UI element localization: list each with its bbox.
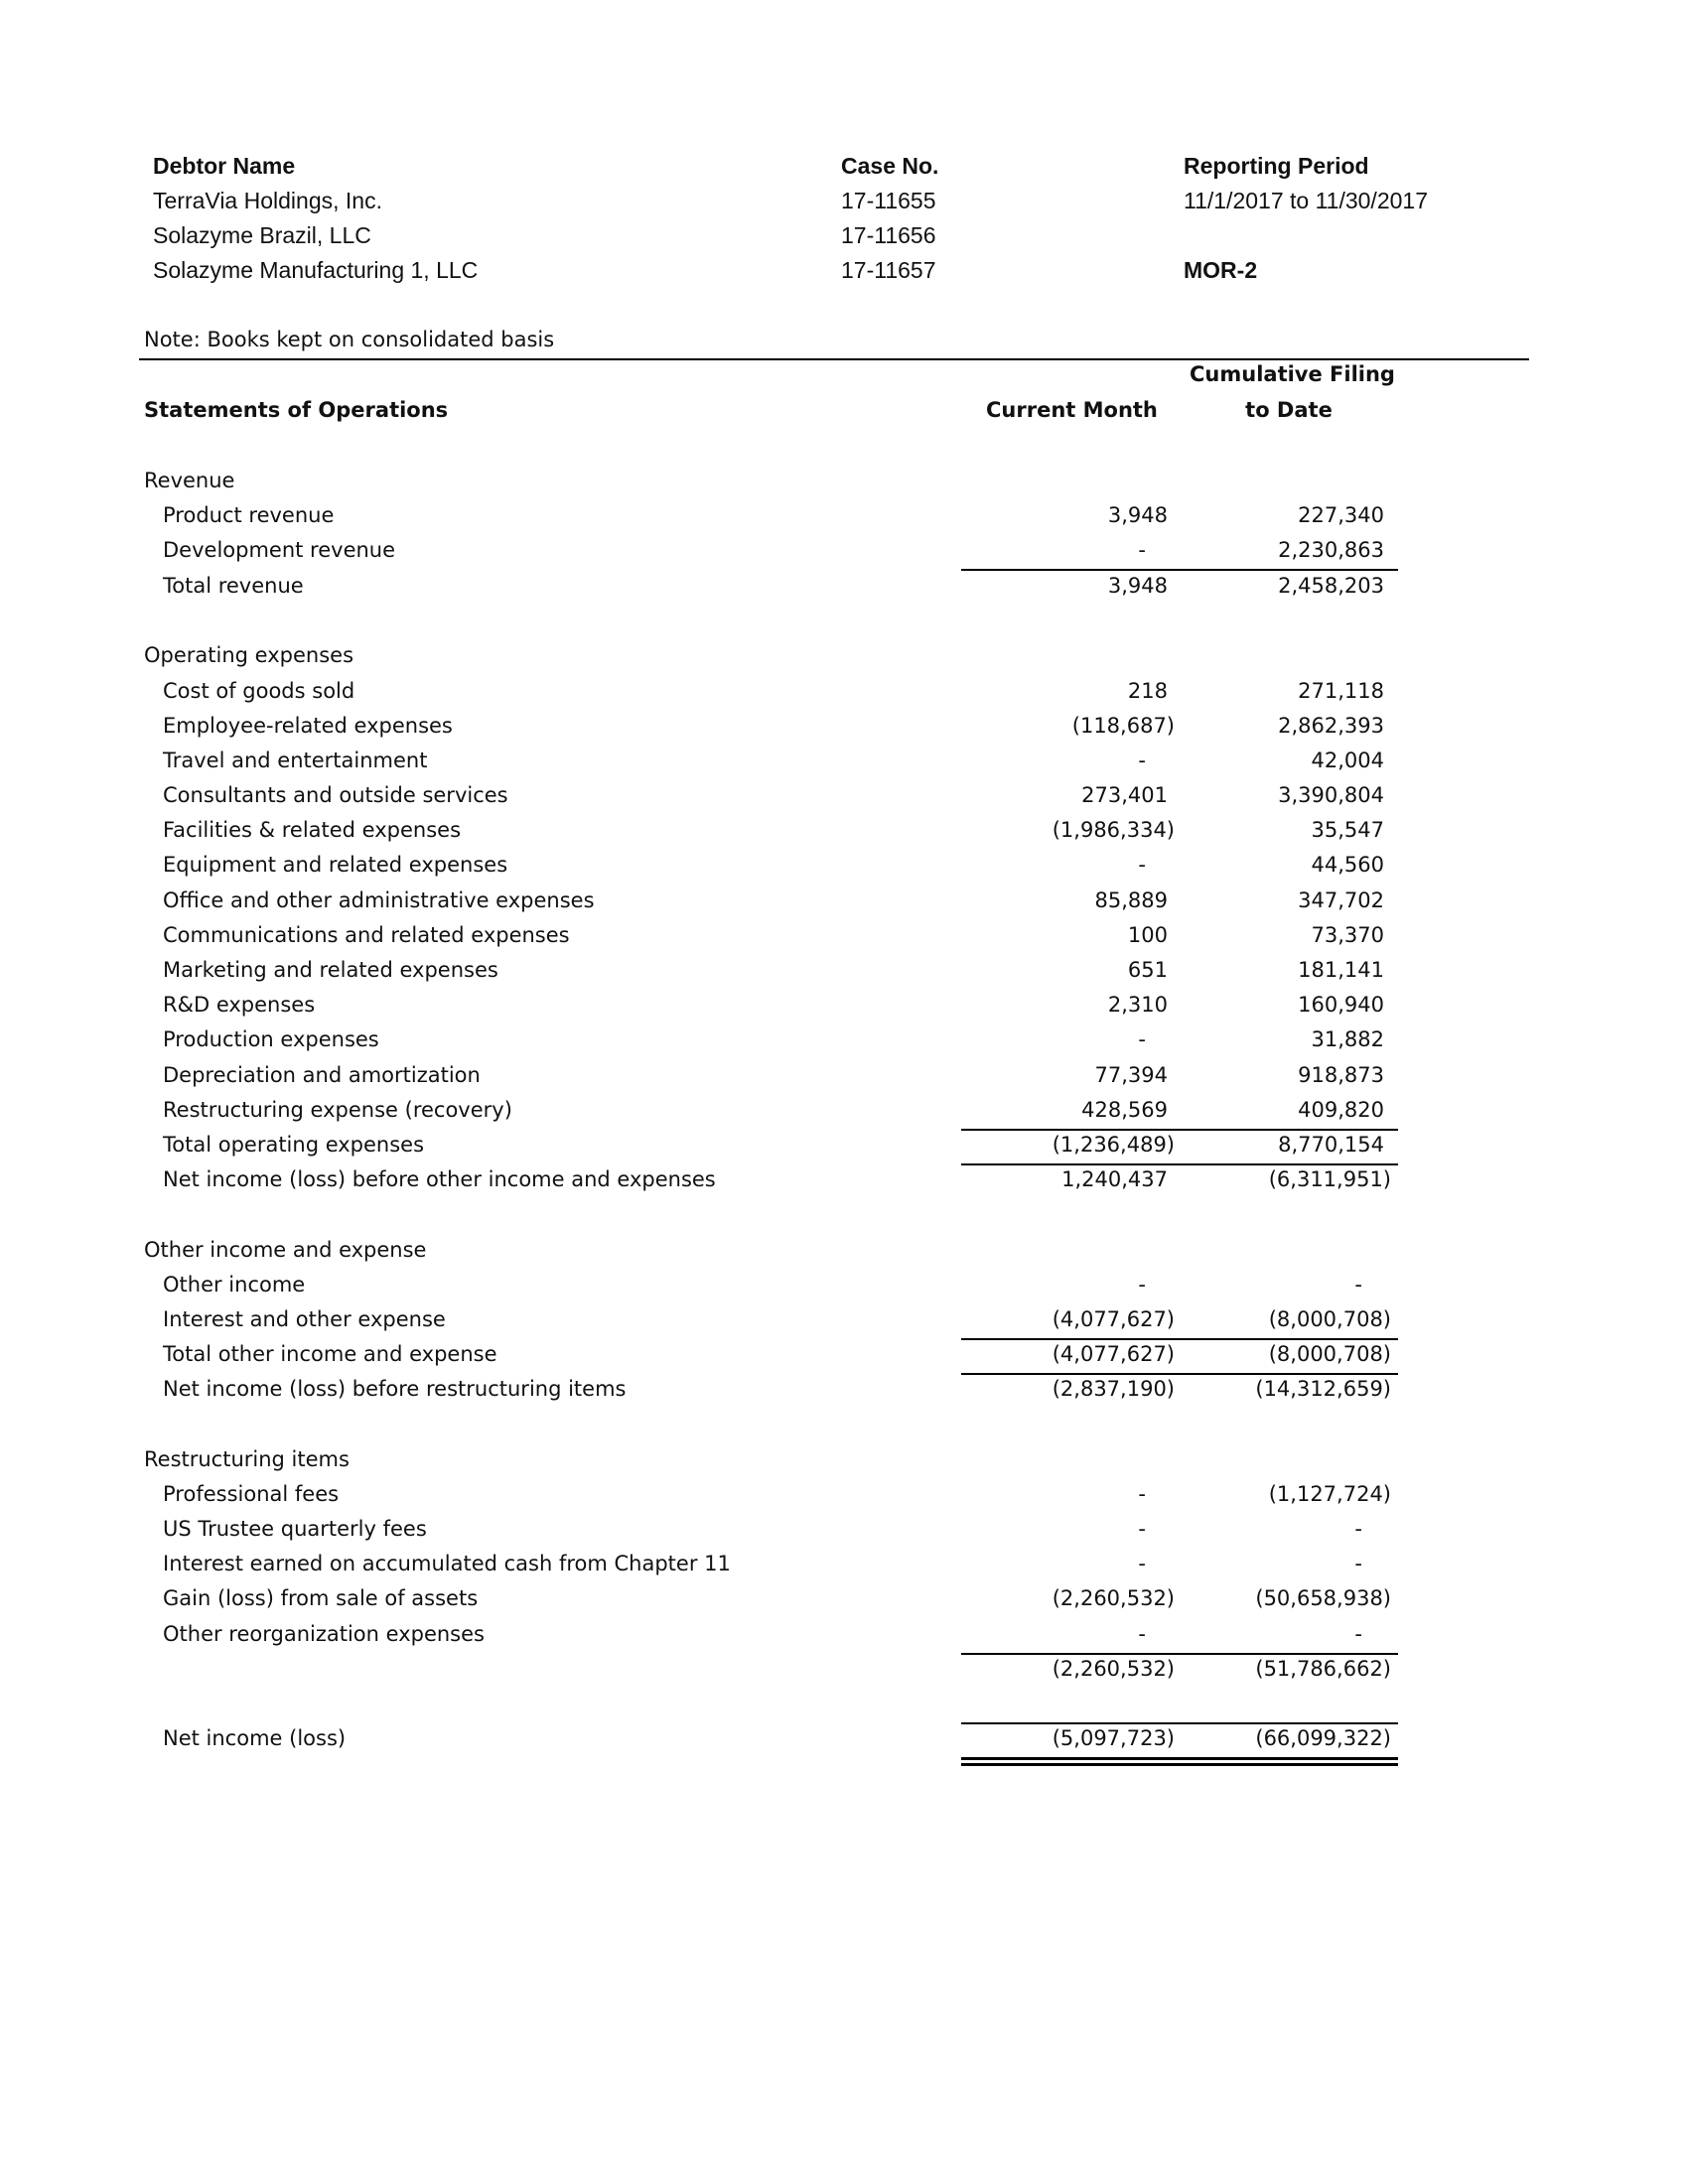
debtor-name: Solazyme Brazil, LLC [153,222,371,248]
current-month-value: 1,240,437 [1061,1167,1168,1191]
cumulative-value: (8,000,708) [1268,1307,1391,1331]
row-label: Other reorganization expenses [163,1622,485,1646]
cumulative-value: 160,940 [1298,993,1384,1017]
row-label: Restructuring expense (recovery) [163,1098,512,1122]
cumulative-value: - [1354,1517,1362,1541]
row-label: Consultants and outside services [163,783,508,807]
form-code: MOR-2 [1184,257,1258,283]
current-month-value: - [1138,853,1146,877]
row-label: US Trustee quarterly fees [163,1517,427,1541]
row-label: Net income (loss) before restructuring items [163,1377,627,1401]
cumulative-value: 31,882 [1311,1027,1384,1051]
row-label: Professional fees [163,1482,340,1506]
row-label: Gain (loss) from sale of assets [163,1586,479,1610]
row-label: Net income (loss) before other income and expenses [163,1167,716,1191]
current-month-value: 85,889 [1094,888,1168,912]
current-month-value: (2,260,532) [1052,1586,1175,1610]
row-label: R&D expenses [163,993,316,1017]
reporting-period-label: Reporting Period [1184,153,1369,179]
current-month-value: - [1138,538,1146,562]
subtotal-rule [961,1129,1398,1131]
cumulative-value: 3,390,804 [1278,783,1384,807]
cumulative-value: (50,658,938) [1255,1586,1391,1610]
current-month-value: (2,837,190) [1052,1377,1175,1401]
current-month-value: 2,310 [1107,993,1168,1017]
current-month-value: 3,948 [1107,574,1168,598]
cumulative-value: 918,873 [1298,1063,1384,1087]
cumulative-heading-line2: to Date [1245,398,1333,422]
current-month-value: - [1138,1482,1146,1506]
current-month-value: 428,569 [1081,1098,1168,1122]
cumulative-value: 73,370 [1311,923,1384,947]
double-underline-bottom [961,1763,1398,1766]
row-label: Travel and entertainment [163,749,428,772]
row-label: Depreciation and amortization [163,1063,481,1087]
row-label: Equipment and related expenses [163,853,508,877]
cumulative-value: 44,560 [1311,853,1384,877]
cumulative-value: - [1354,1622,1362,1646]
cumulative-value: (8,000,708) [1268,1342,1391,1366]
current-month-value: - [1138,749,1146,772]
cumulative-value: - [1354,1552,1362,1575]
cumulative-value: 2,458,203 [1278,574,1384,598]
header-divider [139,358,1529,360]
subtotal-rule [961,1373,1398,1375]
statement-title: Statements of Operations [144,398,449,422]
cumulative-value: 35,547 [1311,818,1384,842]
section-heading-other-income: Other income and expense [144,1238,427,1262]
subtotal-rule [961,1722,1398,1724]
current-month-value: 218 [1127,679,1168,703]
case-number: 17-11656 [841,222,936,248]
cumulative-value: 227,340 [1298,503,1384,527]
row-label: Total revenue [163,574,304,598]
current-month-value: 100 [1127,923,1168,947]
row-label: Office and other administrative expenses [163,888,595,912]
current-month-heading: Current Month [986,398,1158,422]
case-number: 17-11655 [841,188,936,213]
subtotal-rule [961,1653,1398,1655]
debtor-name-label: Debtor Name [153,153,296,179]
row-label: Other income [163,1273,306,1297]
current-month-value: - [1138,1027,1146,1051]
current-month-value: 77,394 [1094,1063,1168,1087]
reporting-period-value: 11/1/2017 to 11/30/2017 [1184,188,1428,213]
current-month-value: 651 [1127,958,1168,982]
current-month-value: - [1138,1552,1146,1575]
cumulative-value: (1,127,724) [1268,1482,1391,1506]
section-heading-restructuring: Restructuring items [144,1447,350,1471]
row-label: Cost of goods sold [163,679,355,703]
section-heading-revenue: Revenue [144,469,235,492]
row-label: Employee-related expenses [163,714,453,738]
row-label: Marketing and related expenses [163,958,498,982]
case-number: 17-11657 [841,257,936,283]
current-month-value: - [1138,1622,1146,1646]
current-month-value: (5,097,723) [1052,1726,1175,1750]
cumulative-value: (51,786,662) [1255,1657,1391,1681]
current-month-value: (4,077,627) [1052,1307,1175,1331]
current-month-value: 3,948 [1107,503,1168,527]
row-label: Facilities & related expenses [163,818,462,842]
section-heading-operating-expenses: Operating expenses [144,643,354,667]
subtotal-rule [961,569,1398,571]
current-month-value: (4,077,627) [1052,1342,1175,1366]
current-month-value: (118,687) [1071,714,1175,738]
row-label: Total operating expenses [163,1133,425,1157]
cumulative-value: 2,230,863 [1278,538,1384,562]
row-label: Net income (loss) [163,1726,347,1750]
double-underline-top [961,1757,1398,1760]
debtor-name: TerraVia Holdings, Inc. [153,188,382,213]
row-label: Production expenses [163,1027,379,1051]
current-month-value: (1,986,334) [1052,818,1175,842]
row-label: Development revenue [163,538,396,562]
current-month-value: (2,260,532) [1052,1657,1175,1681]
row-label: Interest and other expense [163,1307,446,1331]
cumulative-value: (14,312,659) [1255,1377,1391,1401]
cumulative-value: 271,118 [1298,679,1384,703]
cumulative-value: 2,862,393 [1278,714,1384,738]
cumulative-value: - [1354,1273,1362,1297]
row-label: Interest earned on accumulated cash from Chapter 11 [163,1552,731,1575]
current-month-value: - [1138,1517,1146,1541]
cumulative-value: 409,820 [1298,1098,1384,1122]
case-no-label: Case No. [841,153,939,179]
cumulative-heading-line1: Cumulative Filing [1190,362,1395,386]
current-month-value: (1,236,489) [1052,1133,1175,1157]
cumulative-value: 347,702 [1298,888,1384,912]
debtor-name: Solazyme Manufacturing 1, LLC [153,257,479,283]
row-label: Total other income and expense [163,1342,497,1366]
subtotal-rule [961,1163,1398,1165]
subtotal-rule [961,1338,1398,1340]
cumulative-value: 181,141 [1298,958,1384,982]
cumulative-value: 8,770,154 [1278,1133,1384,1157]
consolidation-note: Note: Books kept on consolidated basis [144,328,555,351]
cumulative-value: (6,311,951) [1268,1167,1391,1191]
current-month-value: - [1138,1273,1146,1297]
row-label: Communications and related expenses [163,923,570,947]
cumulative-value: (66,099,322) [1255,1726,1391,1750]
row-label: Product revenue [163,503,335,527]
cumulative-value: 42,004 [1311,749,1384,772]
current-month-value: 273,401 [1081,783,1168,807]
